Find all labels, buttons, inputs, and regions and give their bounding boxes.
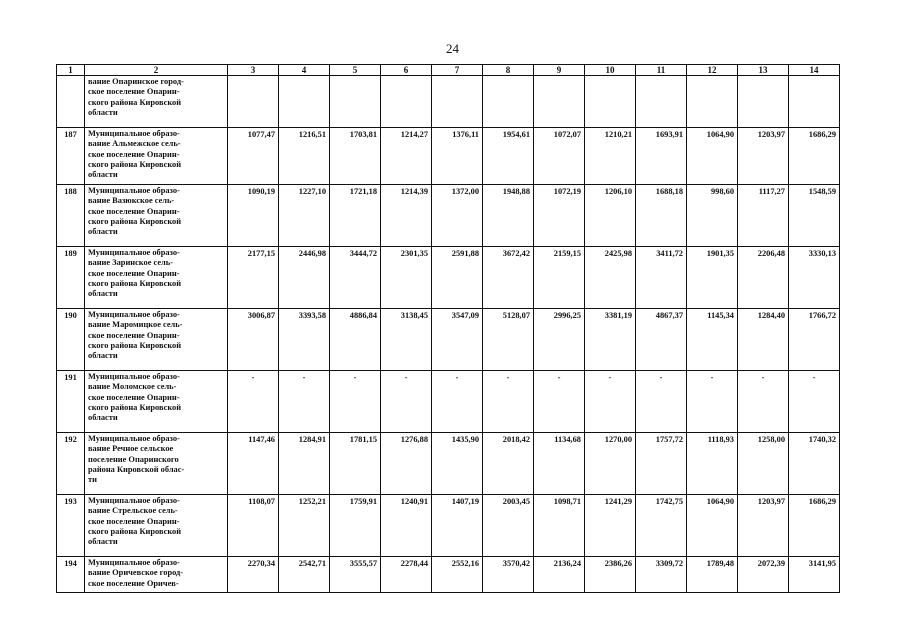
column-header: 9: [534, 65, 585, 76]
value-cell: [585, 76, 636, 128]
name-line: ское поселение Опарин-: [88, 516, 180, 526]
row-index: 190: [57, 309, 85, 371]
value-cell: 1258,00: [738, 433, 789, 495]
value-cell: 4886,84: [330, 309, 381, 371]
value-cell: 1686,29: [789, 495, 840, 557]
value-cell: 1072,07: [534, 128, 585, 185]
name-line: вание Стрельское сель-: [88, 506, 178, 516]
value-cell: 3381,19: [585, 309, 636, 371]
value-cell: 2177,15: [228, 247, 279, 309]
value-cell: 1214,27: [381, 128, 432, 185]
municipality-name: [85, 76, 228, 128]
name-line: Муниципальное образо-: [88, 434, 180, 443]
value-cell: -: [279, 371, 330, 433]
name-line: Муниципальное образо-: [88, 248, 180, 257]
name-line: ское поселение Опарин-: [88, 87, 180, 97]
value-cell: -: [432, 371, 483, 433]
name-line: Муниципальное образо-: [88, 372, 180, 381]
name-line: вание Маромицкое сель-: [88, 320, 183, 330]
row-index: 191: [57, 371, 85, 433]
value-cell: 1954,61: [483, 128, 534, 185]
name-line: Муниципальное образо-: [88, 310, 180, 319]
value-cell: 1766,72: [789, 309, 840, 371]
value-cell: [228, 76, 279, 128]
value-cell: 2425,98: [585, 247, 636, 309]
value-cell: 3141,95: [789, 557, 840, 593]
value-cell: 1548,59: [789, 185, 840, 247]
name-line: области: [88, 351, 118, 361]
name-line: вание Вазюкское сель-: [88, 196, 175, 206]
row-index: 189: [57, 247, 85, 309]
column-header: 13: [738, 65, 789, 76]
row-index: 192: [57, 433, 85, 495]
value-cell: 1703,81: [330, 128, 381, 185]
value-cell: 1686,29: [789, 128, 840, 185]
value-cell: 1688,18: [636, 185, 687, 247]
name-line: Муниципальное образо-: [88, 186, 180, 195]
name-line: области: [88, 170, 118, 180]
value-cell: [534, 76, 585, 128]
column-header: 2: [85, 65, 228, 76]
value-cell: 1227,10: [279, 185, 330, 247]
value-cell: [687, 76, 738, 128]
name-line: ское поселение Опарин-: [88, 392, 180, 402]
value-cell: 1090,19: [228, 185, 279, 247]
value-cell: 2270,34: [228, 557, 279, 593]
row-index: 194: [57, 557, 85, 593]
municipality-name: [85, 495, 228, 557]
value-cell: 1118,93: [687, 433, 738, 495]
name-line: района Кировской облас-: [88, 464, 185, 474]
value-cell: 1757,72: [636, 433, 687, 495]
name-line: ское поселение Опарин-: [88, 149, 180, 159]
value-cell: 3330,13: [789, 247, 840, 309]
value-cell: 5128,07: [483, 309, 534, 371]
value-cell: 1721,18: [330, 185, 381, 247]
value-cell: 2386,26: [585, 557, 636, 593]
value-cell: 1276,88: [381, 433, 432, 495]
municipality-name: [85, 557, 228, 593]
value-cell: [789, 76, 840, 128]
value-cell: 2591,88: [432, 247, 483, 309]
name-line: вание Альмежское сель-: [88, 139, 181, 149]
value-cell: 2278,44: [381, 557, 432, 593]
name-line: ское поселение Опарин-: [88, 330, 180, 340]
value-cell: [432, 76, 483, 128]
value-cell: -: [738, 371, 789, 433]
value-cell: 1214,39: [381, 185, 432, 247]
row-index: [57, 76, 85, 128]
value-cell: 1210,21: [585, 128, 636, 185]
value-cell: 1376,11: [432, 128, 483, 185]
value-cell: -: [585, 371, 636, 433]
value-cell: 1284,91: [279, 433, 330, 495]
value-cell: 2552,16: [432, 557, 483, 593]
name-line: области: [88, 289, 118, 299]
value-cell: 3411,72: [636, 247, 687, 309]
value-cell: 998,60: [687, 185, 738, 247]
value-cell: 3309,72: [636, 557, 687, 593]
name-line: ского района Кировской: [88, 340, 182, 350]
value-cell: 1064,90: [687, 495, 738, 557]
value-cell: 1407,19: [432, 495, 483, 557]
value-cell: 3570,42: [483, 557, 534, 593]
name-line: ское поселение Оричев-: [88, 578, 179, 588]
table-row: [57, 495, 840, 557]
value-cell: 1147,46: [228, 433, 279, 495]
value-cell: 1789,48: [687, 557, 738, 593]
table-row: [57, 309, 840, 371]
value-cell: 3444,72: [330, 247, 381, 309]
name-line: ского района Кировской: [88, 402, 182, 412]
name-line: Муниципальное образо-: [88, 558, 180, 567]
column-header: 4: [279, 65, 330, 76]
municipality-name: [85, 247, 228, 309]
table-row: [57, 128, 840, 185]
value-cell: 1064,90: [687, 128, 738, 185]
name-line: вание Речное сельское: [88, 444, 174, 454]
table-row: [57, 247, 840, 309]
column-header: 5: [330, 65, 381, 76]
value-cell: 1077,47: [228, 128, 279, 185]
value-cell: 2136,24: [534, 557, 585, 593]
value-cell: -: [381, 371, 432, 433]
value-cell: [381, 76, 432, 128]
value-cell: [636, 76, 687, 128]
value-cell: 1241,29: [585, 495, 636, 557]
value-cell: -: [789, 371, 840, 433]
name-line: ского района Кировской: [88, 278, 182, 288]
data-table: [56, 64, 840, 593]
name-line: области: [88, 413, 118, 423]
table-row: [57, 371, 840, 433]
column-header: 1: [57, 65, 85, 76]
value-cell: 1216,51: [279, 128, 330, 185]
value-cell: 1203,97: [738, 128, 789, 185]
column-header: 11: [636, 65, 687, 76]
value-cell: 1108,07: [228, 495, 279, 557]
municipality-name: [85, 433, 228, 495]
column-header: 3: [228, 65, 279, 76]
column-header: 8: [483, 65, 534, 76]
value-cell: 1117,27: [738, 185, 789, 247]
name-line: ского района Кировской: [88, 526, 182, 536]
name-line: вание Моломское сель-: [88, 382, 177, 392]
value-cell: 1252,21: [279, 495, 330, 557]
municipality-name: [85, 371, 228, 433]
value-cell: 1435,90: [432, 433, 483, 495]
value-cell: 3672,42: [483, 247, 534, 309]
row-index: 188: [57, 185, 85, 247]
value-cell: 1901,35: [687, 247, 738, 309]
value-cell: 1693,91: [636, 128, 687, 185]
value-cell: 1742,75: [636, 495, 687, 557]
name-line: Муниципальное образо-: [88, 496, 180, 505]
name-line: вание Оричевское город-: [88, 568, 184, 578]
name-line: вание Заринское сель-: [88, 258, 173, 268]
value-cell: -: [636, 371, 687, 433]
value-cell: 1948,88: [483, 185, 534, 247]
value-cell: 1284,40: [738, 309, 789, 371]
value-cell: 2072,39: [738, 557, 789, 593]
name-line: ское поселение Опарин-: [88, 268, 180, 278]
value-cell: [483, 76, 534, 128]
name-line: Муниципальное образо-: [88, 129, 180, 138]
table-row: [57, 185, 840, 247]
value-cell: 1781,15: [330, 433, 381, 495]
value-cell: 2159,15: [534, 247, 585, 309]
value-cell: 1240,91: [381, 495, 432, 557]
name-line: области: [88, 107, 118, 117]
page-number: 24: [446, 41, 459, 56]
value-cell: 1134,68: [534, 433, 585, 495]
municipality-name: [85, 185, 228, 247]
row-index: 193: [57, 495, 85, 557]
table-row: [57, 557, 840, 593]
row-index: 187: [57, 128, 85, 185]
column-header: 14: [789, 65, 840, 76]
value-cell: 1072,19: [534, 185, 585, 247]
value-cell: 1145,34: [687, 309, 738, 371]
table-header-row: [57, 65, 840, 76]
value-cell: 3393,58: [279, 309, 330, 371]
table-row: [57, 76, 840, 128]
value-cell: 3547,09: [432, 309, 483, 371]
value-cell: 1740,32: [789, 433, 840, 495]
value-cell: 2446,98: [279, 247, 330, 309]
value-cell: [738, 76, 789, 128]
value-cell: [330, 76, 381, 128]
value-cell: 2301,35: [381, 247, 432, 309]
name-line: поселение Опаринского: [88, 454, 179, 464]
table-body: [57, 76, 840, 593]
column-header: 6: [381, 65, 432, 76]
value-cell: 2018,42: [483, 433, 534, 495]
value-cell: 4867,37: [636, 309, 687, 371]
value-cell: 1270,00: [585, 433, 636, 495]
value-cell: 1203,97: [738, 495, 789, 557]
value-cell: -: [330, 371, 381, 433]
column-header: 12: [687, 65, 738, 76]
value-cell: -: [483, 371, 534, 433]
name-line: ского района Кировской: [88, 159, 182, 169]
name-line: вание Опаринское город-: [88, 77, 184, 86]
value-cell: 2542,71: [279, 557, 330, 593]
name-line: ского района Кировской: [88, 97, 182, 107]
value-cell: 1372,00: [432, 185, 483, 247]
column-header: 7: [432, 65, 483, 76]
name-line: области: [88, 537, 118, 547]
municipality-name: [85, 309, 228, 371]
municipality-name: [85, 128, 228, 185]
column-header: 10: [585, 65, 636, 76]
name-line: ского района Кировской: [88, 216, 182, 226]
value-cell: 1098,71: [534, 495, 585, 557]
name-line: области: [88, 227, 118, 237]
value-cell: 2996,25: [534, 309, 585, 371]
value-cell: 2206,48: [738, 247, 789, 309]
name-line: ское поселение Опарин-: [88, 206, 180, 216]
value-cell: -: [534, 371, 585, 433]
value-cell: 3555,57: [330, 557, 381, 593]
table-row: [57, 433, 840, 495]
value-cell: 1759,91: [330, 495, 381, 557]
data-table-container: [56, 64, 839, 593]
name-line: ти: [88, 475, 97, 485]
value-cell: [279, 76, 330, 128]
value-cell: -: [228, 371, 279, 433]
value-cell: -: [687, 371, 738, 433]
value-cell: 1206,10: [585, 185, 636, 247]
value-cell: 3138,45: [381, 309, 432, 371]
value-cell: 2003,45: [483, 495, 534, 557]
value-cell: 3006,87: [228, 309, 279, 371]
